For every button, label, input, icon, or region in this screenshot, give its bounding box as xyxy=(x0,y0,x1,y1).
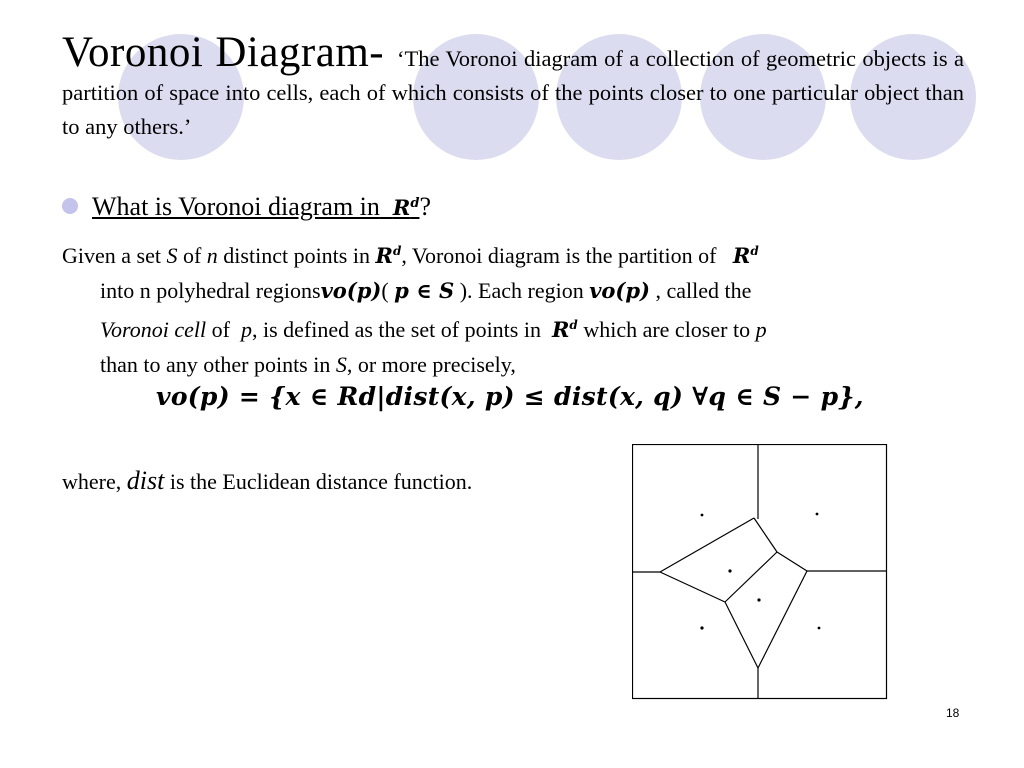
page-number: 18 xyxy=(946,706,960,720)
definition-paragraph xyxy=(62,234,962,382)
para-line-3: Voronoi cell of p, is defined as the set of points in $R^d$ which are closer to p xyxy=(100,317,767,342)
voronoi-formula: vo(p) = {x ∈ Rd|dist(x, p) ≤ dist(x, q) ∀q ∈ S − p}, xyxy=(156,382,864,411)
title-quote: ‘The Voronoi diagram of a collection of geometric objects is a partition of space into cells, each of which consists of the points closer to one particular object than to any others.’ xyxy=(62,46,964,139)
bullet-text: What is Voronoi diagram in $R^d$ xyxy=(92,192,420,221)
bullet-item xyxy=(62,192,431,222)
para-line-2: into n polyhedral regionsvo(p)( p ∈ S ). Each region vo(p) , called the xyxy=(100,277,752,303)
para-line-4: than to any other points in S, or more precisely, xyxy=(100,351,516,377)
voronoi-diagram-illustration xyxy=(632,444,888,700)
bullet-math: $R^d$ xyxy=(392,195,420,220)
bullet-suffix: ? xyxy=(419,192,431,221)
para-line-1: Given a set S of n distinct points in $R^d$, Voronoi diagram is the partition of $R^d$ xyxy=(62,243,759,268)
title-main: Voronoi Diagram- xyxy=(62,29,385,76)
bullet-icon xyxy=(62,198,78,214)
where-line: where, dist is the Euclidean distance function. xyxy=(62,466,473,495)
slide-title xyxy=(62,29,964,144)
